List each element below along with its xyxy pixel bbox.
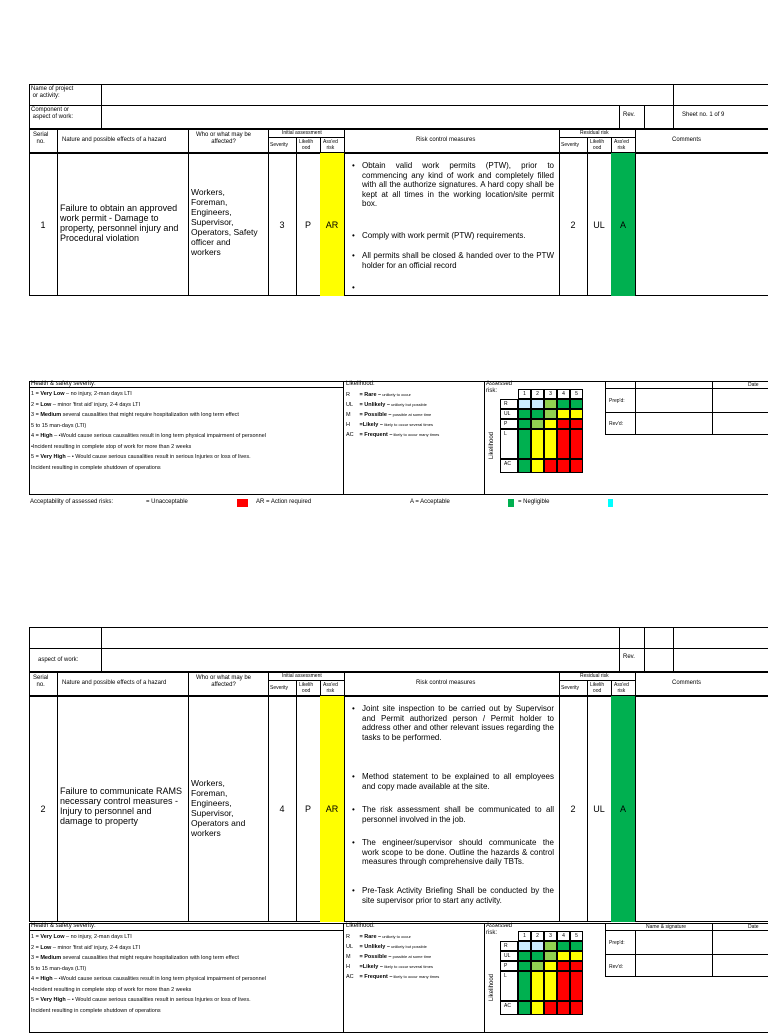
matrix-cell bbox=[557, 429, 570, 459]
unacceptable-label: = Unacceptable bbox=[146, 499, 188, 505]
matrix-cell bbox=[531, 459, 544, 473]
matrix-cell bbox=[570, 971, 583, 1001]
matrix-cell bbox=[570, 429, 583, 459]
likelihood-axis-label: Likelihood bbox=[489, 431, 495, 459]
severity-item: 4 = High – •Would cause serious causalities result in long term physical impairment of personnel bbox=[31, 433, 266, 439]
severity-item: 5 = Very High – • Would cause serious causalities result in serious Injuries or loss of lives. bbox=[31, 997, 251, 1003]
matrix-cell bbox=[544, 941, 557, 951]
project-row bbox=[29, 627, 768, 649]
serial-no: 1 bbox=[40, 219, 46, 230]
res-likelihood-value: UL bbox=[593, 804, 605, 814]
likelihood-title: Likelihood: bbox=[346, 923, 375, 929]
header-serial: Serial no. bbox=[33, 675, 49, 688]
header-res-severity: Severity bbox=[561, 685, 580, 691]
likelihood-item: H =Likely – likely to occur several times bbox=[346, 422, 433, 428]
res-assessed-value: A bbox=[619, 804, 626, 814]
control-measure: • Method statement to be explained to all employees and copy made available at the site. bbox=[352, 772, 554, 791]
matrix-cell bbox=[544, 1001, 557, 1015]
matrix-cell bbox=[570, 399, 583, 409]
sheet-number: Sheet no. 1 of 9 bbox=[682, 112, 725, 118]
header-serial: Serial no. bbox=[33, 132, 49, 145]
matrix-cell bbox=[544, 951, 557, 961]
negligible-swatch bbox=[608, 499, 613, 507]
likelihood-item: M = Possible – possible at some time bbox=[346, 954, 432, 960]
matrix-cell bbox=[531, 399, 544, 409]
matrix-row-label: UL bbox=[500, 951, 518, 961]
header-res-assessed: Ass'ed risk bbox=[614, 682, 629, 694]
acceptability-label: Acceptability of assessed risks: bbox=[30, 499, 114, 505]
action-required-label: AR = Action required bbox=[256, 499, 312, 505]
matrix-cell bbox=[518, 399, 531, 409]
matrix-row-label: P bbox=[500, 961, 518, 971]
likelihood-item: M = Possible – possible at some time bbox=[346, 412, 432, 418]
matrix-cell bbox=[518, 429, 531, 459]
matrix-cell bbox=[531, 941, 544, 951]
header-residual: Residual risk bbox=[580, 673, 609, 679]
matrix-cell bbox=[570, 961, 583, 971]
acceptable-label: A = Acceptable bbox=[410, 499, 450, 505]
control-measure: • Joint site inspection to be carried out by Supervisor and Permit authorized person / Permit holder to address other and other relevant issues regarding the tasks to be performed. bbox=[352, 704, 554, 742]
severity-item: 2 = Low – minor 'first aid' injury, 2-4 days LTI bbox=[31, 944, 141, 951]
matrix-cell bbox=[557, 941, 570, 951]
likelihood-item: R = Rare – unlikely to occur bbox=[346, 392, 411, 398]
control-measure: • All permits shall be closed & handed over to the PTW holder for an official record bbox=[352, 251, 554, 270]
matrix-cell bbox=[570, 459, 583, 473]
matrix-cell bbox=[557, 409, 570, 419]
reviewed-by-label: Rev'd: bbox=[609, 964, 624, 970]
header-control: Risk control measures bbox=[416, 137, 476, 143]
assessed-risk-title: Assessed risk: bbox=[486, 381, 513, 394]
affected-persons: Workers, Foreman, Engineers, Supervisor, Operators and workers bbox=[191, 778, 246, 838]
prepared-by-label: Prep'd: bbox=[609, 940, 625, 946]
severity-item: 1 = Very Low – no injury, 2-man days LTI bbox=[31, 391, 132, 397]
unacceptable-swatch bbox=[237, 499, 248, 507]
matrix-cell bbox=[570, 1001, 583, 1015]
matrix-col-header: 5 bbox=[570, 931, 583, 941]
prepared-by-label: Prep'd: bbox=[609, 398, 625, 404]
header-control: Risk control measures bbox=[416, 680, 476, 686]
likelihood-item: R = Rare – unlikely to occur bbox=[346, 934, 411, 940]
acceptable-swatch bbox=[508, 499, 514, 507]
matrix-cell bbox=[518, 419, 531, 429]
control-measure: • Comply with work permit (PTW) requirements. bbox=[352, 231, 526, 240]
serial-no: 2 bbox=[40, 804, 46, 814]
header-res-likelihood: Likelih ood bbox=[590, 682, 605, 694]
matrix-row-label: AC bbox=[500, 459, 518, 473]
matrix-cell bbox=[531, 971, 544, 1001]
matrix-cell bbox=[544, 971, 557, 1001]
matrix-cell bbox=[544, 409, 557, 419]
matrix-cell bbox=[557, 1001, 570, 1015]
matrix-col-header: 3 bbox=[544, 389, 557, 399]
matrix-row-label: R bbox=[500, 399, 518, 409]
severity-item: 3 = Medium several causalities that might require hospitalization with long term effect bbox=[31, 955, 239, 961]
negligible-label: = Negligible bbox=[518, 499, 550, 505]
matrix-col-header: 3 bbox=[544, 931, 557, 941]
likelihood-item: UL = Unlikely – unlikely but possible bbox=[346, 402, 427, 408]
matrix-cell bbox=[518, 961, 531, 971]
header-res-assessed: Ass'ed risk bbox=[614, 139, 629, 151]
component-row bbox=[29, 648, 768, 672]
matrix-col-header: 4 bbox=[557, 931, 570, 941]
matrix-cell bbox=[518, 1001, 531, 1015]
matrix-cell bbox=[544, 961, 557, 971]
matrix-cell bbox=[518, 941, 531, 951]
reviewed-by-label: Rev'd: bbox=[609, 421, 624, 427]
matrix-cell bbox=[531, 961, 544, 971]
project-label: Name of project or activity: bbox=[31, 86, 74, 99]
header-res-severity: Severity bbox=[561, 142, 580, 148]
header-who: Who or what may be affected? bbox=[196, 132, 252, 145]
likelihood-value: P bbox=[304, 219, 311, 230]
header-who: Who or what may be affected? bbox=[196, 675, 252, 688]
severity-item: 2 = Low – minor 'first aid' injury, 2-4 days LTI bbox=[31, 401, 141, 408]
res-severity-value: 2 bbox=[570, 804, 576, 814]
matrix-cell bbox=[531, 429, 544, 459]
assessed-risk-title: Assessed risk: bbox=[486, 923, 513, 936]
matrix-cell bbox=[570, 409, 583, 419]
matrix-cell bbox=[544, 429, 557, 459]
severity-item: •Incident resulting in complete stop of work for more than 2 weeks bbox=[31, 443, 192, 450]
matrix-cell bbox=[531, 409, 544, 419]
matrix-cell bbox=[557, 399, 570, 409]
severity-item: 5 to 15 man-days (LTI) bbox=[31, 422, 87, 429]
likelihood-axis-label: Likelihood bbox=[489, 973, 495, 1001]
likelihood-item: H =Likely – likely to occur several times bbox=[346, 964, 433, 970]
matrix-cell bbox=[531, 1001, 544, 1015]
matrix-cell bbox=[518, 971, 531, 1001]
control-measure: • Obtain valid work permits (PTW), prior to commencing any kind of work and completely filled with all the authorize signatures. A hard copy shall be kept at all times in the working location/site permit box. bbox=[352, 161, 554, 209]
component-label: aspect of work: bbox=[38, 657, 79, 663]
assessed-risk-value: AR bbox=[325, 804, 339, 814]
severity-item: 5 = Very High – • Would cause serious causalities result in serious Injuries or loss of lives. bbox=[31, 454, 251, 460]
matrix-cell bbox=[518, 951, 531, 961]
likelihood-item: AC = Frequent – likely to occur many times bbox=[346, 432, 440, 438]
likelihood-item: UL = Unlikely – unlikely but possible bbox=[346, 944, 427, 950]
control-measure: • Pre-Task Activity Briefing Shall be conducted by the site supervisor prior to start any activity. bbox=[352, 886, 554, 905]
severity-value: 4 bbox=[279, 804, 285, 814]
header-comments: Comments bbox=[672, 680, 702, 686]
matrix-cell bbox=[518, 459, 531, 473]
control-measure: • The risk assessment shall be communicated to all personnel involved in the job. bbox=[352, 805, 554, 824]
header-severity: Severity bbox=[270, 685, 289, 691]
res-severity-value: 2 bbox=[570, 219, 576, 230]
matrix-col-header: 1 bbox=[518, 389, 531, 399]
severity-title: Health & safety severity: bbox=[31, 381, 96, 387]
matrix-row-label: AC bbox=[500, 1001, 518, 1015]
matrix-cell bbox=[531, 951, 544, 961]
header-initial: Initial assessment bbox=[282, 673, 322, 679]
severity-item: 1 = Very Low – no injury, 2-man days LTI bbox=[31, 934, 132, 940]
severity-value: 3 bbox=[279, 219, 285, 230]
matrix-col-header: 4 bbox=[557, 389, 570, 399]
header-likelihood: Likelih ood bbox=[299, 682, 314, 694]
header-initial: Initial assessment bbox=[282, 130, 322, 136]
matrix-row-label: L bbox=[500, 429, 518, 459]
res-assessed-value: A bbox=[619, 219, 626, 230]
matrix-cell bbox=[518, 409, 531, 419]
header-residual: Residual risk bbox=[580, 130, 609, 136]
affected-persons: Workers, Foreman, Engineers, Supervisor, Operators, Safety officer and workers bbox=[191, 187, 258, 257]
matrix-cell bbox=[557, 961, 570, 971]
matrix-cell bbox=[570, 951, 583, 961]
header-likelihood: Likelih ood bbox=[299, 139, 314, 151]
header-nature: Nature and possible effects of a hazard bbox=[62, 680, 167, 686]
matrix-row-label: L bbox=[500, 971, 518, 1001]
matrix-cell bbox=[557, 459, 570, 473]
header-assessed: Ass'ed risk bbox=[323, 682, 338, 694]
severity-title: Health & safety severity: bbox=[31, 923, 96, 929]
matrix-cell bbox=[557, 419, 570, 429]
header-severity: Severity bbox=[270, 142, 289, 148]
hazard-description: Failure to communicate RAMS necessary control measures - Injury to personnel and damage to property bbox=[60, 786, 183, 826]
likelihood-value: P bbox=[304, 804, 311, 814]
header-comments: Comments bbox=[672, 137, 702, 143]
likelihood-item: AC = Frequent – likely to occur many times bbox=[346, 974, 440, 980]
severity-item: Incident resulting in complete shutdown of operations bbox=[31, 1007, 161, 1014]
severity-item: 4 = High – •Would cause serious causalities result in long term physical impairment of personnel bbox=[31, 976, 266, 982]
matrix-col-header: 1 bbox=[518, 931, 531, 941]
matrix-cell bbox=[544, 419, 557, 429]
date-label: Date bbox=[748, 382, 759, 388]
matrix-cell bbox=[531, 419, 544, 429]
component-label: Component or aspect of work: bbox=[31, 107, 74, 120]
assessed-risk-value: AR bbox=[325, 219, 339, 230]
matrix-cell bbox=[544, 399, 557, 409]
matrix-col-header: 5 bbox=[570, 389, 583, 399]
control-measure: • The engineer/supervisor should communicate the work scope to be done. Outline the hazards & control measures through comprehensive daily TBTs. bbox=[352, 838, 554, 867]
date-label: Date bbox=[748, 924, 759, 930]
matrix-cell bbox=[557, 951, 570, 961]
rev-label: Rev. bbox=[623, 654, 635, 660]
severity-item: •Incident resulting in complete stop of work for more than 2 weeks bbox=[31, 986, 192, 993]
severity-item: Incident resulting in complete shutdown of operations bbox=[31, 464, 161, 471]
header-assessed: Ass'ed risk bbox=[323, 139, 338, 151]
rev-label: Rev. bbox=[623, 112, 635, 118]
likelihood-title: Likelihood: bbox=[346, 381, 375, 387]
matrix-row-label: P bbox=[500, 419, 518, 429]
header-res-likelihood: Likelih ood bbox=[590, 139, 605, 151]
matrix-row-label: UL bbox=[500, 409, 518, 419]
matrix-col-header: 2 bbox=[531, 389, 544, 399]
severity-item: 3 = Medium several causalities that might require hospitalization with long term effect bbox=[31, 412, 239, 418]
matrix-cell bbox=[570, 419, 583, 429]
matrix-cell bbox=[570, 941, 583, 951]
matrix-row-label: R bbox=[500, 941, 518, 951]
matrix-col-header: 2 bbox=[531, 931, 544, 941]
severity-item: 5 to 15 man-days (LTI) bbox=[31, 965, 87, 972]
hazard-description: Failure to obtain an approved work permit - Damage to property, personnel injury and Procedural violation bbox=[60, 203, 179, 243]
matrix-cell bbox=[557, 971, 570, 1001]
project-row bbox=[29, 84, 768, 106]
res-likelihood-value: UL bbox=[593, 219, 605, 230]
header-nature: Nature and possible effects of a hazard bbox=[62, 137, 167, 143]
component-row bbox=[29, 105, 768, 129]
name-signature-label: Name & signature bbox=[646, 924, 687, 930]
matrix-cell bbox=[544, 459, 557, 473]
